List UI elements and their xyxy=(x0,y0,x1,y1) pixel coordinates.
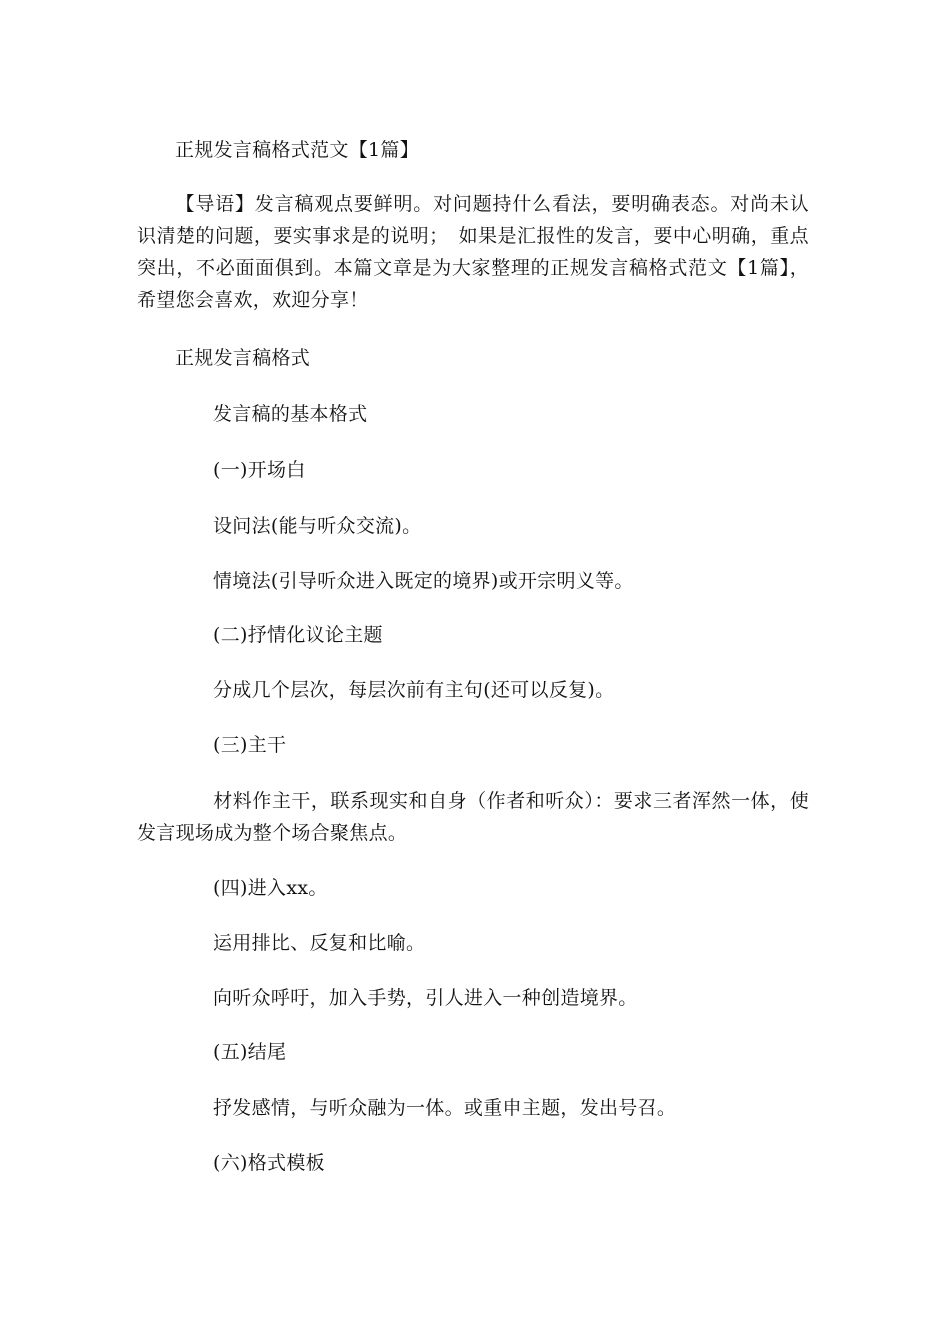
list-item: (四)进入xx。 xyxy=(213,877,328,899)
intro-text: 【导语】发言稿观点要鲜明。对问题持什么看法，要明确表态。对尚未认识清楚的问题，要实事求是的说明； 如果是汇报性的发言，要中心明确，重点突出，不必面面俱到。本篇文章是为大家整理的正规发言稿格式范文【1篇】，希望您会喜欢，欢迎分享！ xyxy=(137,193,809,311)
main-paragraph xyxy=(137,785,809,849)
list-item: (二)抒情化议论主题 xyxy=(213,624,383,646)
list-item: 情境法(引导听众进入既定的境界)或开宗明义等。 xyxy=(213,570,634,592)
list-item: 抒发感情，与听众融为一体。或重申主题，发出号召。 xyxy=(213,1097,677,1119)
list-item: (六)格式模板 xyxy=(213,1152,325,1174)
list-item: 运用排比、反复和比喻。 xyxy=(213,932,426,954)
list-item: 向听众呼吁，加入手势，引人进入一种创造境界。 xyxy=(213,987,638,1009)
list-item: (一)开场白 xyxy=(213,459,306,481)
subheading: 发言稿的基本格式 xyxy=(213,403,368,425)
main-paragraph-text: 材料作主干，联系现实和自身（作者和听众）：要求三者浑然一体，使发言现场成为整个场合聚焦点。 xyxy=(137,790,809,844)
list-item: (五)结尾 xyxy=(213,1041,287,1063)
section-heading: 正规发言稿格式 xyxy=(175,347,311,369)
list-item: (三)主干 xyxy=(213,734,287,756)
list-item: 分成几个层次，每层次前有主句(还可以反复)。 xyxy=(213,679,615,701)
document-title: 正规发言稿格式范文【1篇】 xyxy=(175,139,419,161)
list-item: 设问法(能与听众交流)。 xyxy=(213,515,422,537)
intro-paragraph xyxy=(137,188,809,316)
